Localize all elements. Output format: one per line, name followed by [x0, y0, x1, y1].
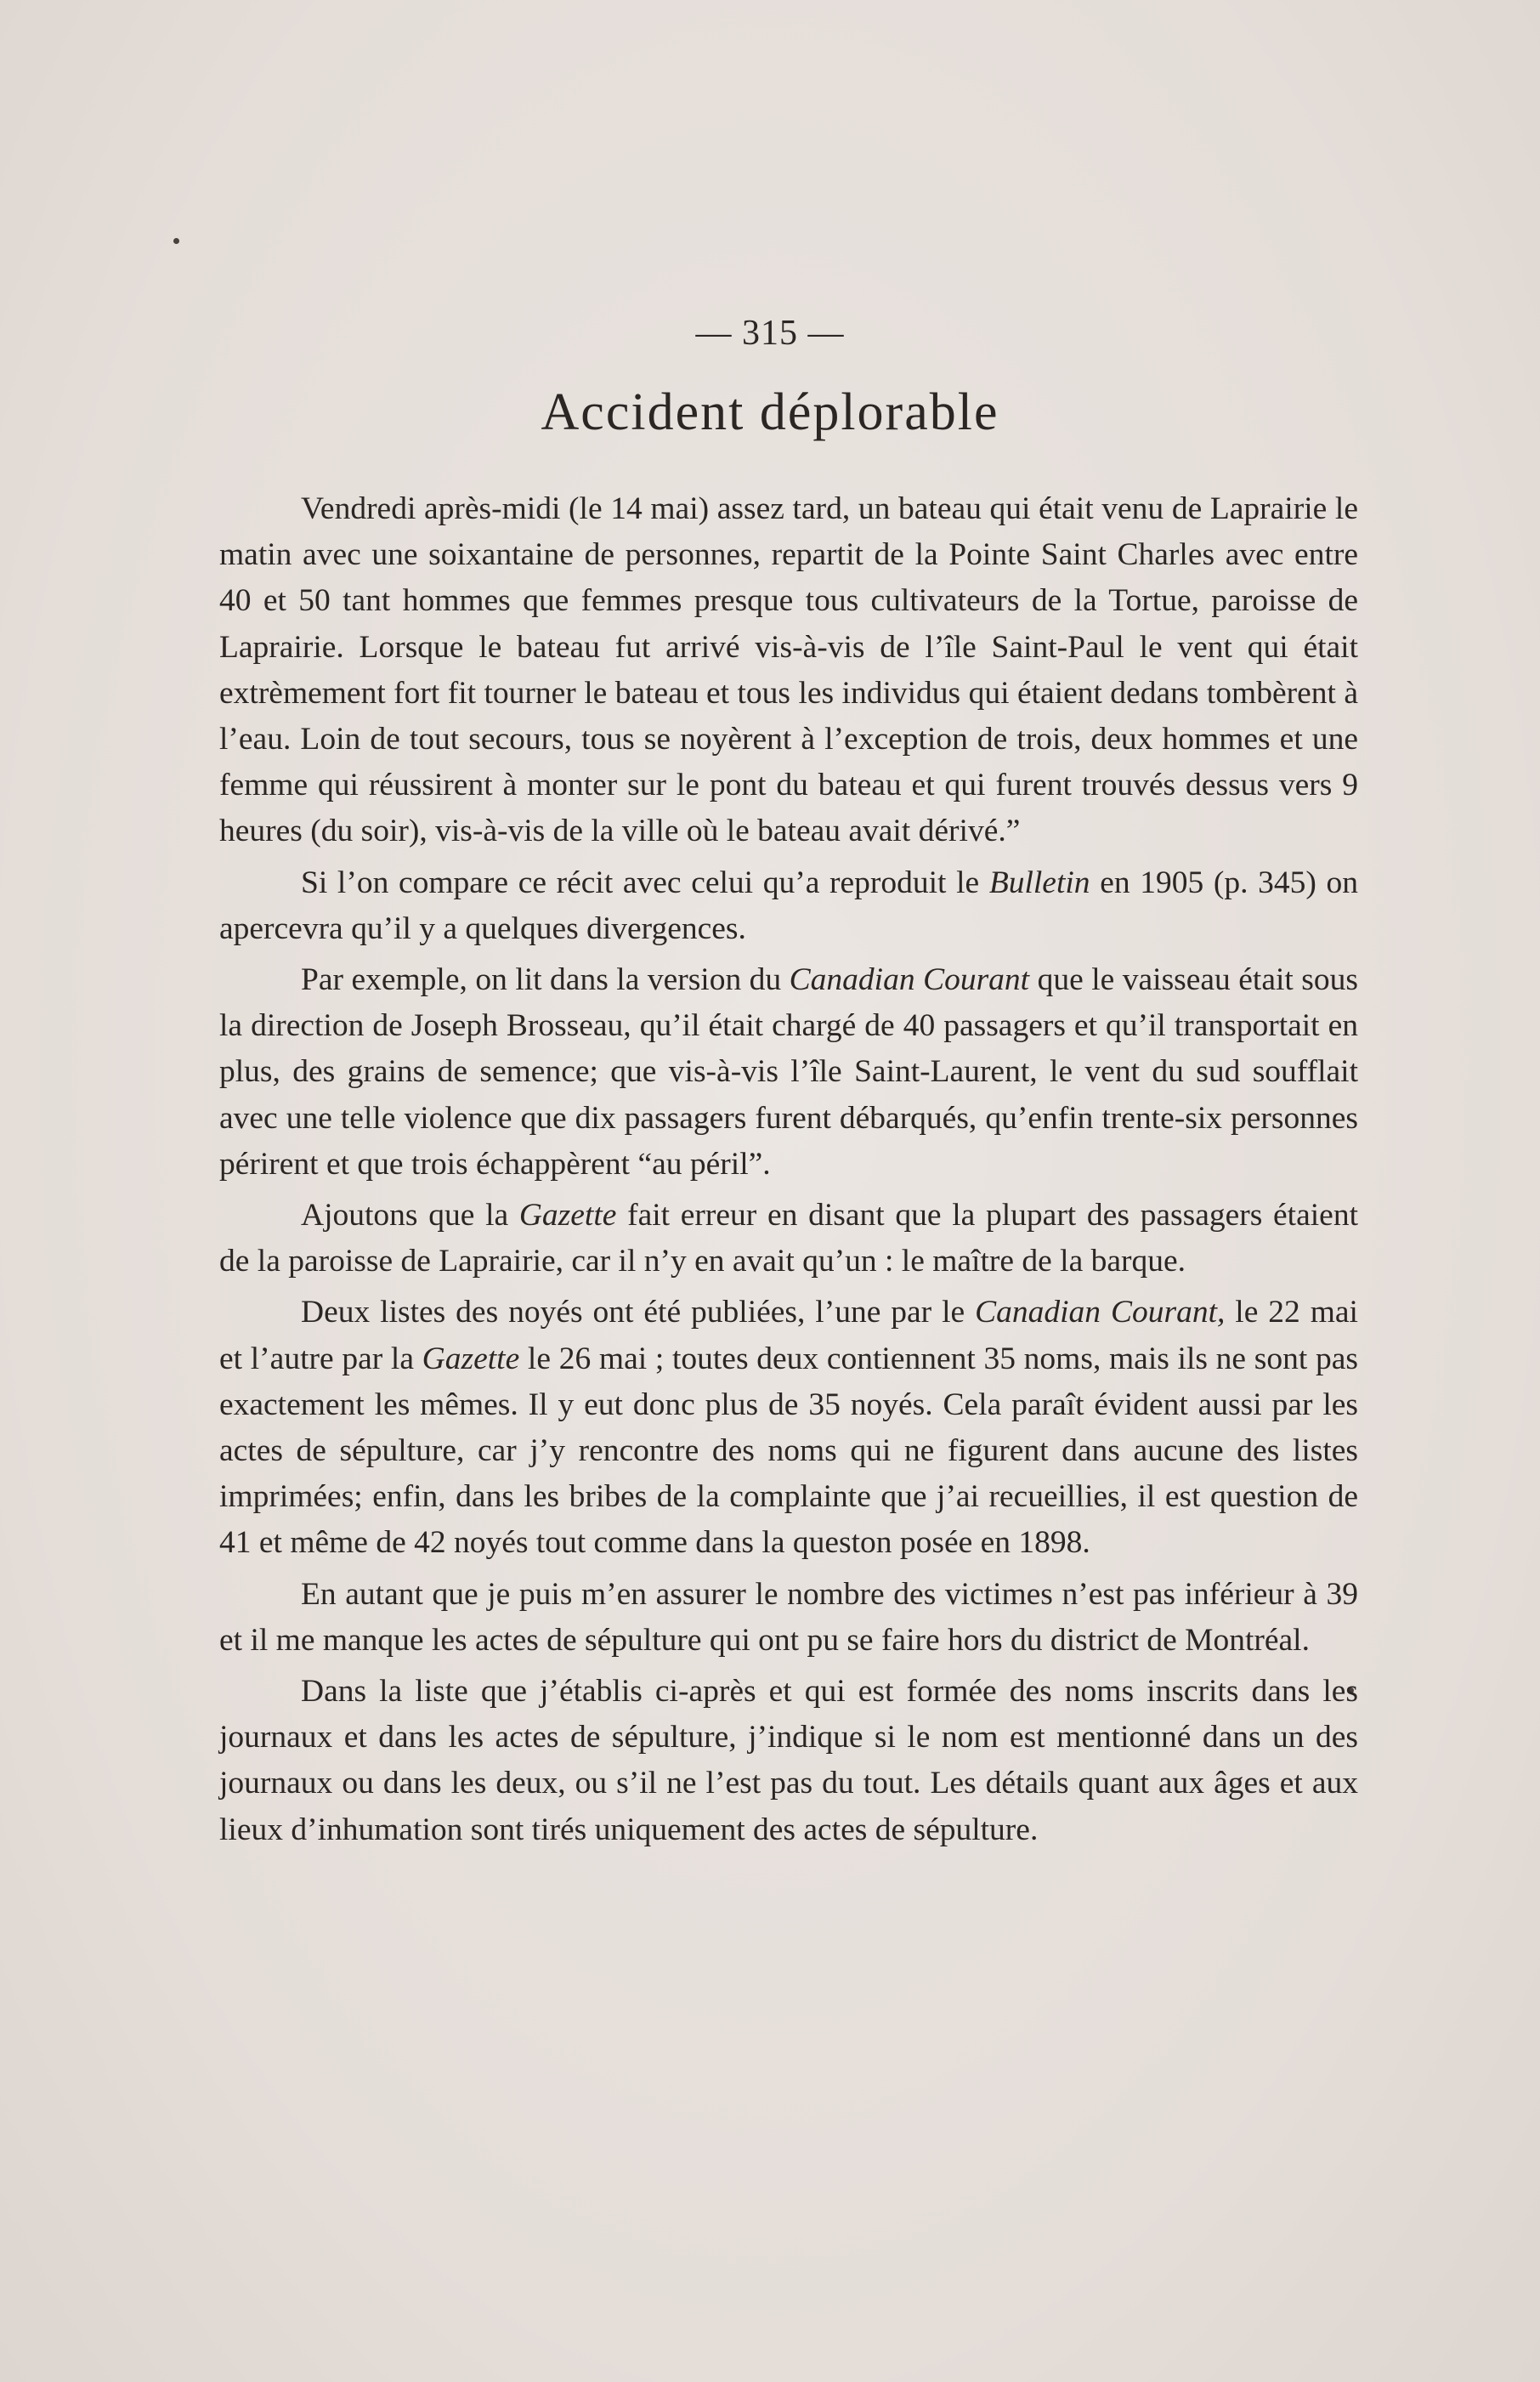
italic-text: Canadian Courant: [789, 962, 1030, 998]
paragraph: [219, 1572, 1358, 1664]
paragraph-text: Par exemple, on lit dans la version du: [301, 962, 790, 998]
paragraph-text: Ajoutons que la: [301, 1198, 519, 1234]
paragraph: [219, 1193, 1358, 1285]
body-text: [219, 486, 1358, 1858]
paragraph-text: le 26 mai ; toutes deux contiennent 35 noms, mais ils ne sont pas exactement les mêmes. Il y eut donc plus de 35 noyés. Cela paraît évident aussi par les actes de sépulture, car j’y rencontre des noms qui ne figurent dans aucune des listes imprimées; enfin, dans les bribes de la complainte que j’ai recueillies, il est question de 41 et même de 42 noyés tout comme dans la queston posée en 1898.: [219, 1341, 1358, 1561]
ink-speck: [173, 238, 179, 244]
paragraph-text: le 22 mai et l’autre par la: [219, 1295, 1358, 1376]
paragraph-text: Deux listes des noyés ont été publiées, l’une par le: [301, 1295, 976, 1330]
paragraph: [219, 1669, 1358, 1853]
paragraph-text: fait erreur en disant que la plupart des passagers étaient de la paroisse de Laprairie, car il n’y en avait qu’un : le maître de la barque.: [219, 1198, 1358, 1279]
italic-text: Gazette: [518, 1198, 617, 1234]
italic-text: Bulletin: [988, 865, 1090, 900]
italic-text: Canadian Courant,: [975, 1295, 1226, 1330]
paragraph-text: que le vaisseau était sous la direction de Joseph Brosseau, qu’il était chargé de 40 passagers et qu’il transportait en plus, des grains de semence; que vis-à-vis l’île Saint-Laurent, le vent du sud soufflait avec une telle violence que dix passagers furent débarqués, qu’enfin trente-six personnes périrent et que trois échappèrent “au péril”.: [219, 962, 1358, 1182]
paragraph: [219, 1290, 1358, 1566]
paragraph-text: Dans la liste que j’établis ci-après et qui est formée des noms inscrits dans les journaux et dans les actes de sépulture, j’indique si le nom est mentionné dans un des journaux ou dans les deux, ou s’il ne l’est pas du tout. Les détails quant aux âges et aux lieux d’inhumation sont tirés uniquement des actes de sépulture.: [219, 1674, 1358, 1847]
paragraph: [219, 957, 1358, 1188]
page-number: — 315 —: [695, 314, 845, 353]
paragraph-text: en 1905 (p. 345) on apercevra qu’il y a quelques divergences.: [219, 865, 1359, 946]
paragraph: [219, 486, 1358, 855]
page-title: Accident déplorable: [541, 383, 999, 441]
paragraph-text: Vendredi après-midi (le 14 mai) assez tard, un bateau qui était venu de Laprairie le matin avec une soixantaine de personnes, repartit de la Pointe Saint Charles avec entre 40 et 50 tant hommes que femmes presque tous cultivateurs de la Tortue, paroisse de Laprairie. Lorsque le bateau fut arrivé vis-à-vis de l’île Saint-Paul le vent qui était extrèmement fort fit tourner le bateau et tous les individus qui étaient dedans tombèrent à l’eau. Loin de tout secours, tous se noyèrent à l’exception de trois, deux hommes et une femme qui réussirent à monter sur le pont du bateau et qui furent trouvés dessus vers 9 heures (du soir), vis-à-vis de la ville où le bateau avait dérivé.”: [219, 491, 1358, 849]
paragraph-text: Si l’on compare ce récit avec celui qu’a reproduit le: [301, 865, 989, 900]
italic-text: Gazette: [422, 1341, 520, 1376]
paragraph: [219, 860, 1358, 952]
paragraph-text: En autant que je puis m’en assurer le nombre des victimes n’est pas inférieur à 39 et il me manque les actes de sépulture qui ont pu se faire hors du district de Montréal.: [219, 1576, 1358, 1658]
